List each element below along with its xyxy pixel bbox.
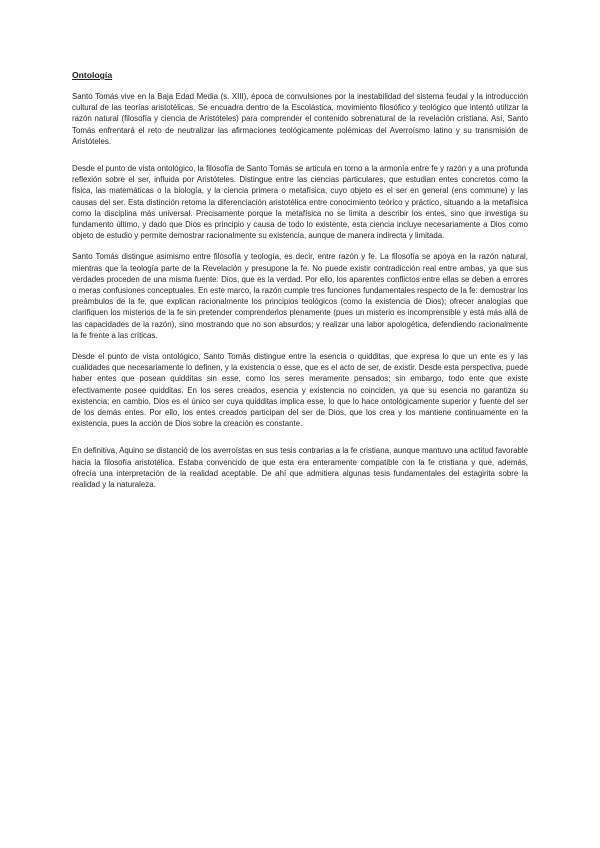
paragraph-2: Desde el punto de vista ontológico, la filosofía de Santo Tomás se articula en torno a la armonía entre fe y razón y a una profunda reflexión sobre el ser, influida por Aristóteles. Distingue entre las ciencias particulares, que estudian entes concretos como la física, las matemáticas o la biología, y la ciencia primera o metafísica, cuyo objeto es el ser en general (ens commune) y las causas del ser. Esta distinción retoma la diferenciación aristotélica entre conocimiento teórico y práctico, situando a la metafísica como la disciplina más universal. Precisamente porque la metafísica no se limita a describir los entes, sino que investiga su fundamento último, y dado que Dios es principio y causa de todo lo existente, esta ciencia incluye necesariamente a Dios como objeto de estudio y permite demostrar racionalmente su existencia, aunque de manera indirecta y limitada. — [72, 164, 528, 241]
paragraph-3: Santo Tomás distingue asimismo entre filosofía y teología, es decir, entre razón y fe. La filosofía se apoya en la razón natural, mientras que la teología parte de la Revelación y presupone la fe. No puede existir contradicción real entre ambas, ya que sus verdades proceden de una misma fuente: Dios, que es la verdad. Por ello, los aparentes conflictos entre ellas se deben a errores o meras confusiones conceptuales. En este marco, la razón cumple tres funciones fundamentales respecto de la fe: demostrar los preámbulos de la fe, que explican racionalmente los principios teológicos (como la existencia de Dios); ofrecer analogías que clarifiquen los misterios de la fe sin pretender comprenderlos plenamente (pues un misterio es incomprensible y está más allá de las capacidades de la razón), sino mostrando que no son absurdos; y realizar una labor apologética, defendiendo racionalmente la fe frente a las críticas. — [72, 252, 528, 340]
document-page — [72, 70, 528, 500]
paragraph-4: Desde el punto de vista ontológico, Santo Tomás distingue entre la esencia o quidditas, que expresa lo que un ente es y las cualidades que necesariamente lo definen, y la existencia o esse, que es el acto de ser, de existir. Desde esta perspectiva, puede haber entes que posean quidditas sin esse, como los seres meramente pensados; sin embargo, todo ente que existe efectivamente posee quidditas. En los seres creados, esencia y existencia no coinciden, ya que su esencia no garantiza su existencia; en cambio, Dios es el único ser cuya quidditas implica esse, lo que lo hace ontológicamente superior y fuente del ser de los demás entes. Por ello, los entes creados participan del ser de Dios, que los crea y los mantiene continuamente en la existencia, pues la acción de Dios sobre la creación es constante. — [72, 352, 528, 429]
document-title: Ontología — [72, 70, 113, 80]
paragraph-5: En definitiva, Aquino se distanció de los averroístas en sus tesis contrarias a la fe cristiana, aunque mantuvo una actitud favorable hacia la filosofía aristotélica. Estaba convencido de que esta era enteramente compatible con la fe cristiana y que, además, ofrecía una interpretación de la realidad aceptable. De ahí que admitiera algunas tesis fundamentales del estagirita sobre la realidad y la naturaleza. — [72, 446, 528, 490]
paragraph-1: Santo Tomás vive en la Baja Edad Media (s. XIII), época de convulsiones por la inestabilidad del sistema feudal y la introducción cultural de las teorías aristotélicas. Se encuadra dentro de la Escolástica, movimiento filosófico y teológico que intentó utilizar la razón natural (filosofía y ciencia de Aristóteles) para comprender el contenido sobrenatural de la revelación cristiana. Así, Santo Tomás enfrentará el reto de neutralizar las afirmaciones teológicamente polémicas del Averroísmo latino y su transmisión de Aristóteles. — [72, 92, 528, 146]
